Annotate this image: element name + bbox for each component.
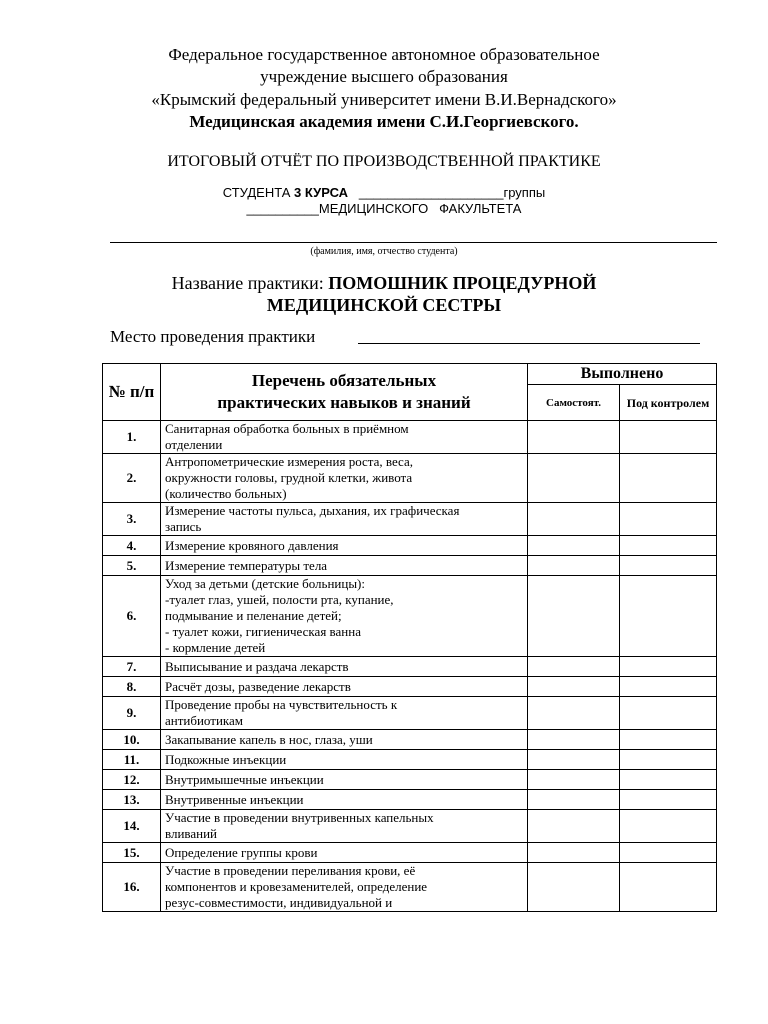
report-title: ИТОГОВЫЙ ОТЧЁТ ПО ПРОИЗВОДСТВЕННОЙ ПРАКТИКЕ — [167, 153, 601, 170]
table-row — [103, 697, 717, 730]
skill-name-line: резус-совместимости, индивидуальной и — [165, 895, 393, 910]
skill-name-line: Проведение пробы на чувствительность к — [165, 697, 398, 712]
self-cell[interactable] — [528, 863, 620, 912]
self-cell[interactable] — [528, 750, 620, 770]
row-number: 1. — [103, 421, 161, 454]
skill-name-line: Определение группы крови — [165, 844, 318, 860]
skill-name — [161, 503, 528, 536]
header-skills-line-2: практических навыков и знаний — [217, 393, 471, 412]
skill-name-line: Измерение частоты пульса, дыхания, их графическая — [165, 503, 460, 518]
place-label: Место проведения практики — [110, 327, 316, 346]
row-number: 9. — [103, 697, 161, 730]
row-number: 4. — [103, 536, 161, 556]
table-row — [103, 556, 717, 576]
self-cell[interactable] — [528, 790, 620, 810]
table-row — [103, 657, 717, 677]
skill-name — [161, 657, 528, 677]
student-prefix: СТУДЕНТА — [222, 185, 291, 200]
skill-name — [161, 843, 528, 863]
practice-name-line-2: МЕДИЦИНСКОЙ СЕСТРЫ — [266, 295, 502, 315]
faculty-name: МЕДИЦИНСКОГО — [318, 201, 429, 216]
table-row — [103, 454, 717, 503]
practice-name-line-1: ПОМОШНИК ПРОЦЕДУРНОЙ — [328, 273, 597, 293]
skill-name-line: Участие в проведении внутривенных капельных — [165, 810, 434, 825]
table-row — [103, 503, 717, 536]
skill-name-line: отделении — [165, 437, 223, 452]
skill-name-line: Антропометрические измерения роста, веса, — [165, 454, 414, 469]
faculty-blank: __________ — [246, 201, 319, 216]
skill-name — [161, 863, 528, 912]
skill-name-line: Уход за детьми (детские больницы): — [165, 576, 366, 591]
skill-name-line: Закапывание капель в нос, глаза, уши — [165, 731, 373, 747]
group-blank: ____________________ — [358, 185, 504, 200]
control-cell[interactable] — [620, 421, 717, 454]
table-row — [103, 536, 717, 556]
table-row — [103, 730, 717, 750]
control-cell[interactable] — [620, 750, 717, 770]
control-cell[interactable] — [620, 770, 717, 790]
row-number: 3. — [103, 503, 161, 536]
skill-name-line: антибиотикам — [165, 713, 244, 728]
skill-name-line: подмывание и пеленание детей; — [165, 608, 342, 623]
skill-name-line: - туалет кожи, гигиеническая ванна — [165, 624, 361, 639]
row-number: 2. — [103, 454, 161, 503]
header-line-2: учреждение высшего образования — [260, 67, 508, 86]
header-skills-list — [161, 364, 528, 421]
skill-name — [161, 454, 528, 503]
skill-name — [161, 770, 528, 790]
self-cell[interactable] — [528, 770, 620, 790]
skill-name — [161, 556, 528, 576]
skill-name-line: Расчёт дозы, разведение лекарств — [165, 678, 351, 694]
self-cell[interactable] — [528, 677, 620, 697]
skill-name-line: Санитарная обработка больных в приёмном — [165, 421, 409, 436]
table-row — [103, 770, 717, 790]
header-line-1: Федеральное государственное автономное образовательное — [168, 45, 600, 64]
self-cell[interactable] — [528, 697, 620, 730]
skill-name-line: Участие в проведении переливания крови, её — [165, 863, 416, 878]
self-cell[interactable] — [528, 657, 620, 677]
control-cell[interactable] — [620, 863, 717, 912]
skill-name-line: Внутривенные инъекции — [165, 791, 304, 807]
control-cell[interactable] — [620, 503, 717, 536]
skill-name-line: - кормление детей — [165, 640, 266, 655]
course-word: КУРСА — [304, 185, 349, 200]
control-cell[interactable] — [620, 843, 717, 863]
control-cell[interactable] — [620, 536, 717, 556]
control-cell[interactable] — [620, 730, 717, 750]
table-row — [103, 421, 717, 454]
table-row — [103, 576, 717, 657]
self-cell[interactable] — [528, 454, 620, 503]
row-number: 6. — [103, 576, 161, 657]
skill-name — [161, 536, 528, 556]
practice-label: Название практики: — [171, 273, 324, 293]
control-cell[interactable] — [620, 556, 717, 576]
skill-name-line: Выписывание и раздача лекарств — [165, 658, 349, 674]
skill-name-line: Подкожные инъекции — [165, 751, 287, 767]
row-number: 5. — [103, 556, 161, 576]
table-row — [103, 790, 717, 810]
fio-caption: (фамилия, имя, отчество студента) — [310, 246, 458, 257]
skill-name-line: окружности головы, грудной клетки, живота — [165, 470, 413, 485]
header-line-4: Медицинская академия имени С.И.Георгиевского. — [189, 112, 579, 131]
skill-name — [161, 810, 528, 843]
skill-name-line: Измерение температуры тела — [165, 557, 328, 573]
table-row — [103, 843, 717, 863]
student-line — [0, 185, 768, 200]
row-number: 7. — [103, 657, 161, 677]
practice-name-block — [0, 272, 768, 316]
row-number: 13. — [103, 790, 161, 810]
skill-name — [161, 790, 528, 810]
skill-name — [161, 421, 528, 454]
skills-table-body — [103, 421, 717, 912]
self-cell[interactable] — [528, 556, 620, 576]
skill-name-line: вливаний — [165, 826, 218, 841]
self-cell[interactable] — [528, 843, 620, 863]
header-done: Выполнено — [528, 364, 717, 385]
fio-blank-line — [110, 232, 717, 243]
header-num: № п/п — [103, 364, 161, 421]
header-skills-line-1: Перечень обязательных — [251, 371, 437, 390]
self-cell[interactable] — [528, 730, 620, 750]
header-self: Самостоят. — [528, 385, 620, 421]
row-number: 15. — [103, 843, 161, 863]
row-number: 10. — [103, 730, 161, 750]
control-cell[interactable] — [620, 677, 717, 697]
table-row — [103, 750, 717, 770]
skill-name-line: Измерение кровяного давления — [165, 537, 339, 553]
skill-name-line: (количество больных) — [165, 486, 287, 501]
table-row — [103, 810, 717, 843]
skill-name — [161, 697, 528, 730]
header-control: Под контролем — [620, 385, 717, 421]
self-cell[interactable] — [528, 503, 620, 536]
header-line-3: «Крымский федеральный университет имени В.И.Вернадского» — [151, 90, 617, 109]
faculty-word: ФАКУЛЬТЕТА — [439, 201, 522, 216]
place-blank-line — [358, 343, 700, 344]
skill-name — [161, 677, 528, 697]
control-cell[interactable] — [620, 576, 717, 657]
skill-name — [161, 730, 528, 750]
faculty-line — [0, 201, 768, 216]
table-row — [103, 863, 717, 912]
row-number: 8. — [103, 677, 161, 697]
table-row — [103, 677, 717, 697]
control-cell[interactable] — [620, 810, 717, 843]
skill-name-line: компонентов и кровезаменителей, определение — [165, 879, 428, 894]
self-cell[interactable] — [528, 576, 620, 657]
self-cell[interactable] — [528, 810, 620, 843]
control-cell[interactable] — [620, 657, 717, 677]
group-word: группы — [503, 185, 546, 200]
row-number: 12. — [103, 770, 161, 790]
control-cell[interactable] — [620, 697, 717, 730]
skill-name-line: запись — [165, 519, 202, 534]
control-cell[interactable] — [620, 454, 717, 503]
skill-name-line: -туалет глаз, ушей, полости рта, купание, — [165, 592, 394, 607]
self-cell[interactable] — [528, 536, 620, 556]
course-number: 3 — [294, 185, 302, 200]
skill-name — [161, 750, 528, 770]
row-number: 11. — [103, 750, 161, 770]
row-number: 14. — [103, 810, 161, 843]
skills-table — [102, 363, 717, 912]
control-cell[interactable] — [620, 790, 717, 810]
skill-name — [161, 576, 528, 657]
row-number: 16. — [103, 863, 161, 912]
skill-name-line: Внутримышечные инъекции — [165, 771, 324, 787]
self-cell[interactable] — [528, 421, 620, 454]
